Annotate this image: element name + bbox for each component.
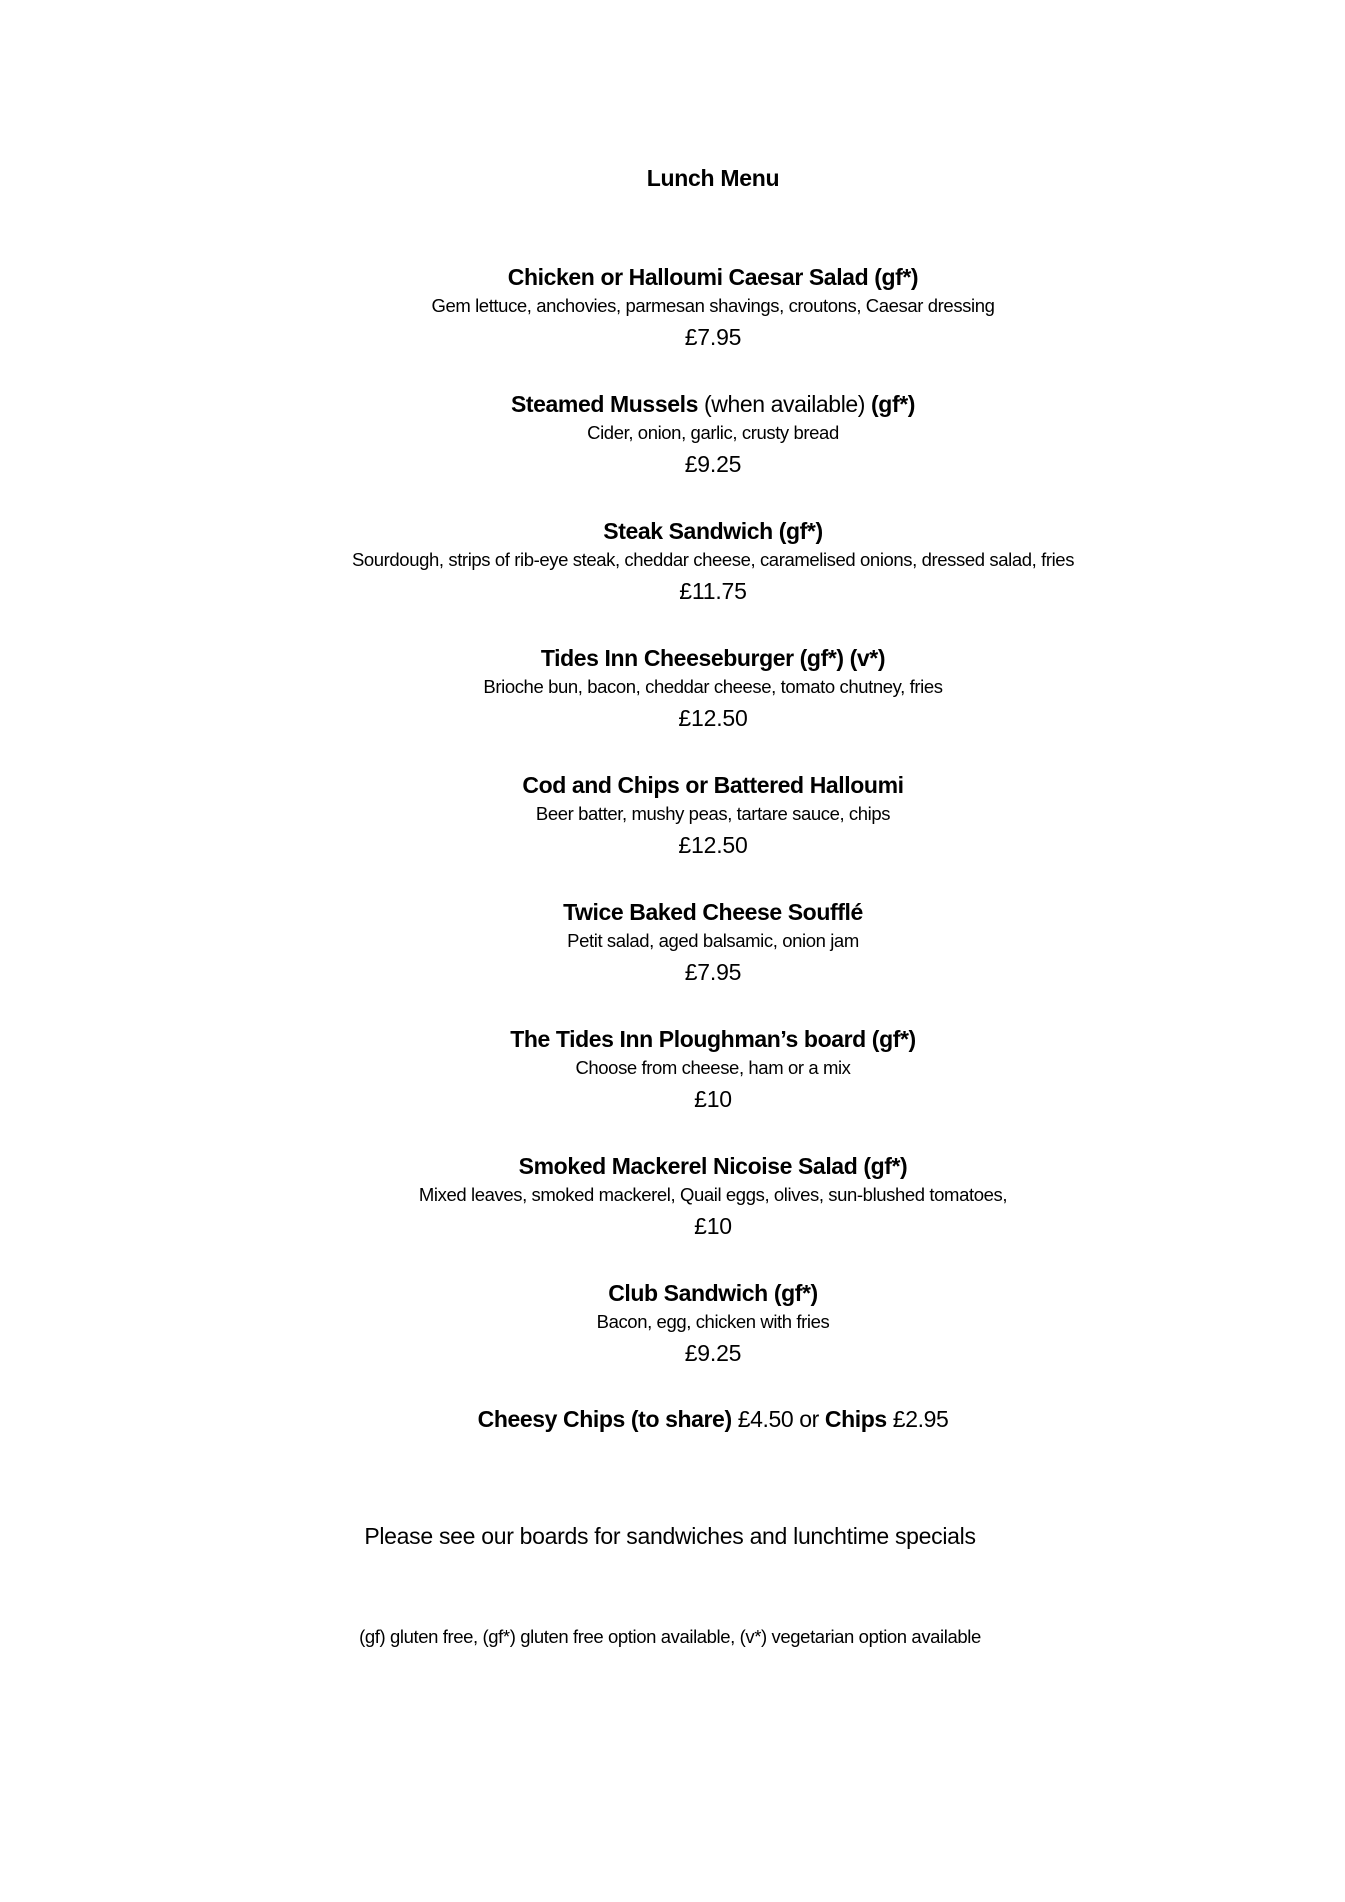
menu-item (213, 516, 1213, 643)
boards-note: Please see our boards for sandwiches and lunchtime specials (364, 1523, 976, 1549)
menu-item-name (213, 770, 1213, 800)
menu-item (213, 389, 1213, 516)
side-item-name: Chips (824, 1406, 887, 1432)
menu-item-name (213, 897, 1213, 927)
menu-item-description: Brioche bun, bacon, cheddar cheese, tomato chutney, fries (483, 676, 943, 697)
menu-item-description: Cider, onion, garlic, crusty bread (587, 422, 839, 443)
menu-item-name (213, 262, 1213, 292)
menu-item-name (213, 1278, 1213, 1308)
menu-item-price: £7.95 (684, 324, 742, 350)
menu-item-price: £9.25 (684, 451, 742, 477)
side-item-name: Cheesy Chips (to share) (477, 1406, 732, 1432)
menu-item (213, 1151, 1213, 1278)
menu-item-price: £12.50 (678, 832, 748, 858)
dietary-legend: (gf) gluten free, (gf*) gluten free option available, (v*) vegetarian option available (359, 1626, 981, 1647)
menu-item-description: Petit salad, aged balsamic, onion jam (567, 930, 859, 951)
menu-item (213, 1278, 1213, 1405)
menu-item-description: Choose from cheese, ham or a mix (575, 1057, 851, 1078)
menu-item-price: £10 (694, 1213, 732, 1239)
item-name-text: Steamed Mussels (510, 391, 698, 417)
menu-item-name (213, 1151, 1213, 1181)
menu-item (213, 1024, 1213, 1151)
item-dietary-tag: (gf*) (871, 391, 916, 417)
menu-item-list (213, 262, 1213, 1405)
menu-item-description: Sourdough, strips of rib-eye steak, cheddar cheese, caramelised onions, dressed salad, fries (351, 549, 1075, 570)
item-name-text: Twice Baked Cheese Soufflé (563, 899, 863, 925)
side-item-price: £4.50 (731, 1406, 800, 1432)
menu-item (213, 262, 1213, 389)
item-name-text: Tides Inn Cheeseburger (gf*) (v*) (540, 645, 886, 671)
menu-item-name (213, 516, 1213, 546)
menu-item-price: £7.95 (684, 959, 742, 985)
menu-item-price: £10 (694, 1086, 732, 1112)
item-name-text: Smoked Mackerel Nicoise Salad (gf*) (518, 1153, 908, 1179)
menu-item-description: Bacon, egg, chicken with fries (596, 1311, 830, 1332)
menu-item-description: Gem lettuce, anchovies, parmesan shavings, croutons, Caesar dressing (431, 295, 995, 316)
menu-item (213, 770, 1213, 897)
item-name-text: Chicken or Halloumi Caesar Salad (gf*) (507, 264, 919, 290)
item-availability-note: (when available) (697, 391, 872, 417)
menu-item-name (213, 389, 1213, 419)
item-name-text: Steak Sandwich (gf*) (603, 518, 823, 544)
menu-item (213, 643, 1213, 770)
menu-item-name (213, 643, 1213, 673)
item-name-text: Cod and Chips or Battered Halloumi (522, 772, 904, 798)
menu-item-price: £9.25 (684, 1340, 742, 1366)
side-item-price: £2.95 (886, 1406, 949, 1432)
page-title: Lunch Menu (646, 165, 780, 191)
menu-item-description: Mixed leaves, smoked mackerel, Quail eggs, olives, sun-blushed tomatoes, (418, 1184, 1008, 1205)
menu-item (213, 897, 1213, 1024)
item-name-text: Club Sandwich (gf*) (608, 1280, 818, 1306)
item-name-text: The Tides Inn Ploughman’s board (gf*) (510, 1026, 916, 1052)
menu-item-price: £11.75 (679, 578, 747, 604)
side-connector: or (799, 1406, 825, 1432)
menu-item-description: Beer batter, mushy peas, tartare sauce, chips (535, 803, 891, 824)
menu-item-price: £12.50 (678, 705, 748, 731)
sides-line (213, 1404, 1213, 1434)
menu-item-name (213, 1024, 1213, 1054)
